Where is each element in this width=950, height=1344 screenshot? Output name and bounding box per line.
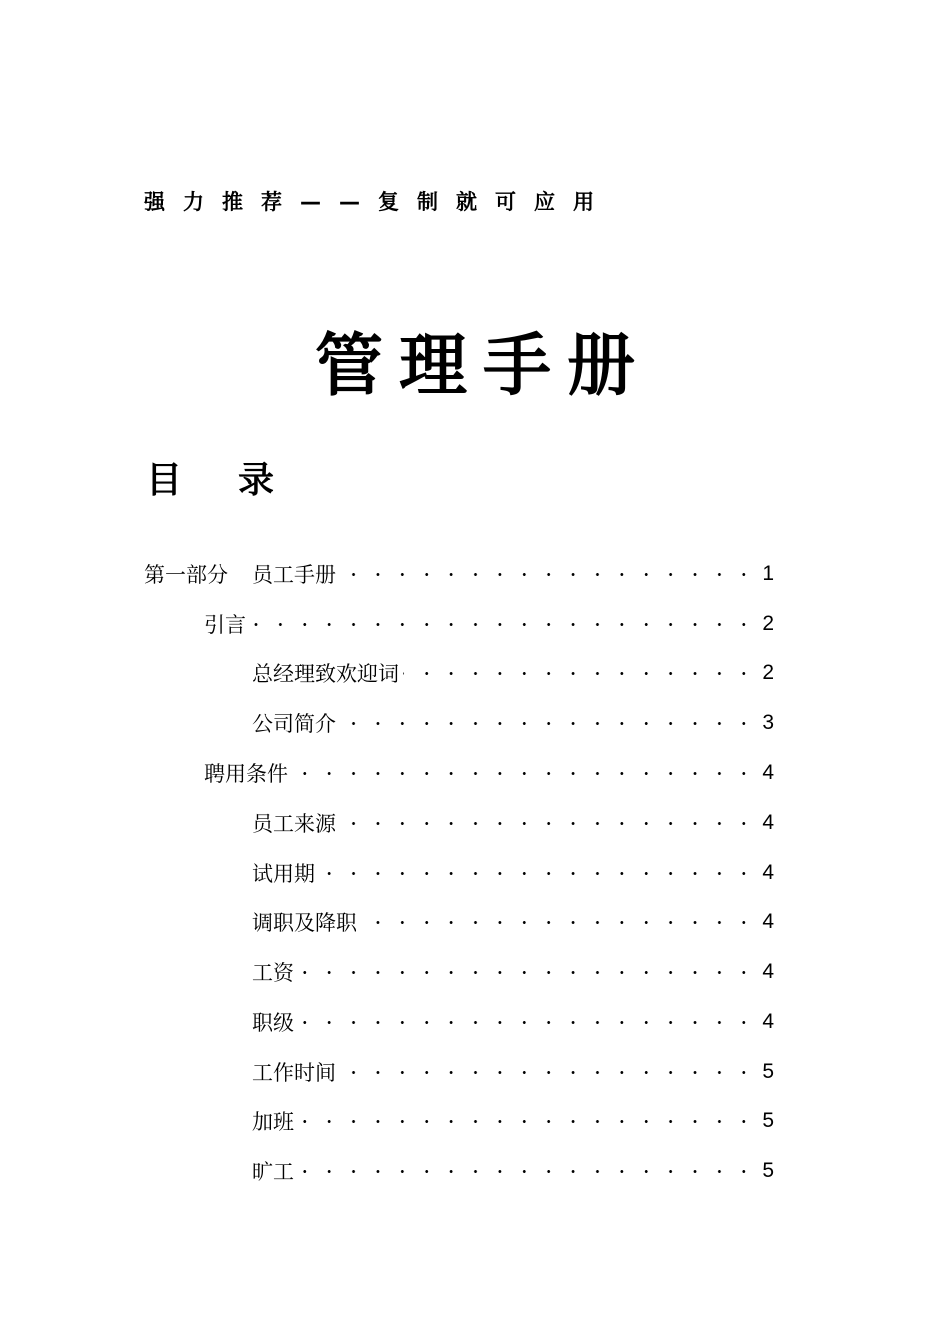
toc-entry-probation[interactable] [252, 858, 774, 888]
toc-entry-label: 加班 [252, 1110, 294, 1134]
toc-entry-label: 工资 [252, 961, 294, 985]
dot-leader [340, 559, 756, 589]
toc-entry-label: 员工来源 [252, 812, 336, 836]
tagline: 强力推荐——复制就可应用 [144, 190, 612, 214]
toc-page-number: 5 [762, 1159, 774, 1182]
toc-entry-transfer-demotion[interactable] [252, 907, 774, 937]
dot-leader [361, 907, 756, 937]
toc-entry-part-one[interactable] [144, 559, 774, 589]
toc-heading-second-char: 录 [238, 460, 275, 501]
toc-entry-working-hours[interactable] [252, 1057, 774, 1087]
toc-entry-employment-terms[interactable] [204, 758, 774, 788]
toc-part-label: 第一部分 [144, 563, 228, 587]
dot-leader [298, 1007, 756, 1037]
toc-entry-introduction[interactable] [204, 609, 774, 639]
toc-page-number: 4 [762, 1010, 774, 1033]
page-title: 管理手册 [314, 327, 651, 406]
toc-entry-label [144, 559, 336, 589]
toc-entry-label: 职级 [252, 1011, 294, 1035]
toc-entry-job-grade[interactable] [252, 1007, 774, 1037]
toc-page-number: 2 [762, 661, 774, 684]
toc-page-number: 4 [762, 910, 774, 933]
toc-page-number: 1 [762, 562, 774, 585]
toc-page-number: 4 [762, 861, 774, 884]
toc-entry-employee-sources[interactable] [252, 808, 774, 838]
toc-entry-label: 总经理致欢迎词 [252, 662, 399, 686]
toc-entry-company-profile[interactable] [252, 708, 774, 738]
toc-part-title: 员工手册 [252, 563, 336, 587]
dot-leader [292, 758, 756, 788]
toc-entry-label: 引言 [204, 613, 246, 637]
toc-entry-label: 公司简介 [252, 712, 336, 736]
toc-heading-first-char: 目 [146, 460, 183, 501]
toc-page-number: 4 [762, 960, 774, 983]
toc-entry-label: 旷工 [252, 1160, 294, 1184]
toc-page-number: 2 [762, 612, 774, 635]
dot-leader [340, 808, 756, 838]
dot-leader [403, 658, 756, 688]
toc-page-number: 3 [762, 711, 774, 734]
dot-leader [250, 609, 756, 639]
toc-entry-label: 工作时间 [252, 1061, 336, 1085]
dot-leader [298, 957, 756, 987]
toc-entry-salary[interactable] [252, 957, 774, 987]
toc-page-number: 4 [762, 811, 774, 834]
toc-entry-label: 聘用条件 [204, 762, 288, 786]
toc-entry-label: 调职及降职 [252, 911, 357, 935]
toc-entry-overtime[interactable] [252, 1106, 774, 1136]
dot-leader [298, 1156, 756, 1186]
toc-entry-welcome-speech[interactable] [252, 658, 774, 688]
toc-entry-absenteeism[interactable] [252, 1156, 774, 1186]
dot-leader [319, 858, 756, 888]
dot-leader [298, 1106, 756, 1136]
toc-page-number: 5 [762, 1109, 774, 1132]
toc-page-number: 4 [762, 761, 774, 784]
dot-leader [340, 708, 756, 738]
toc-heading [146, 452, 274, 503]
toc-entry-label: 试用期 [252, 862, 315, 886]
dot-leader [340, 1057, 756, 1087]
toc-page-number: 5 [762, 1060, 774, 1083]
